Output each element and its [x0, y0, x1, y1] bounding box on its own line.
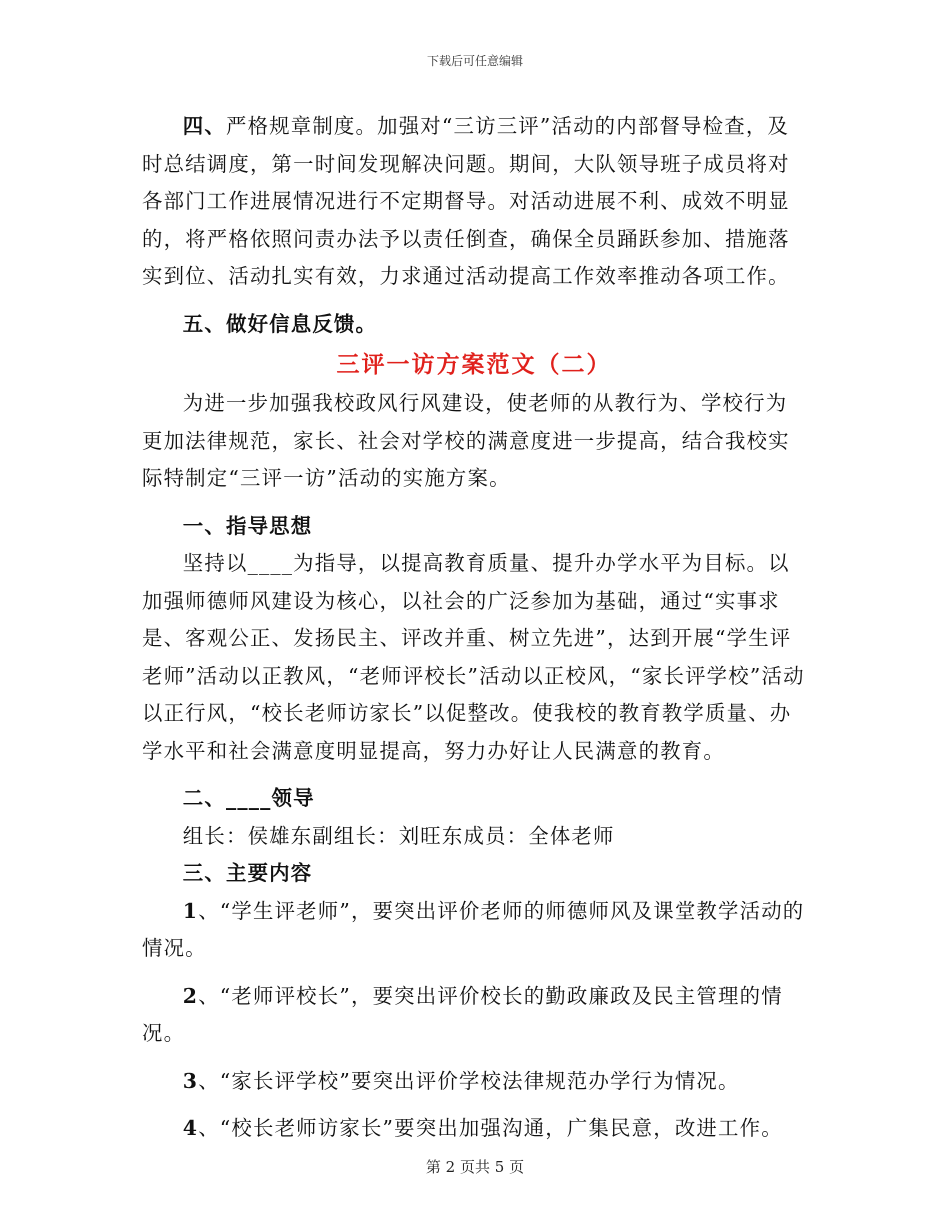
guiding-thought-paragraph: 坚持以____为指导，以提高教育质量、提升办学水平为目标。以加强师德师风建设为核心，以社会的广泛参加为基础，通过“实事求是、客观公正、发扬民主、评改并重、树立先进”，达到开展“学生评老师”活动以正教风，“老师评校长”活动以正校风，“家长评学校”活动以正行风，“校长老师访家长”以促整改。使我校的教育教学质量、办学水平和社会满意度明显提高，努力办好让人民满意的教育。 [142, 551, 805, 763]
list-text: 、“老师评校长”，要突出评价校长的勤政廉政及民主管理的情况。 [142, 983, 783, 1045]
heading-main-content: 三、主要内容 [182, 861, 313, 885]
list-number: 4 [182, 1116, 199, 1140]
section-5-heading: 五、做好信息反馈。 [182, 311, 378, 336]
document-body [142, 108, 806, 1148]
list-text: 、“学生评老师”，要突出评价老师的师德师风及课堂教学活动的情况。 [142, 898, 805, 960]
list-number: 3 [182, 1068, 199, 1093]
page-footer: 第 2 页共 5 页 [425, 1158, 525, 1176]
list-number: 2 [182, 983, 199, 1008]
list-item-1 [142, 893, 806, 968]
list-item-3 [142, 1063, 806, 1101]
intro-paragraph: 为进一步加强我校政风行风建设，使老师的从教行为、学校行为更加法律规范，家长、社会对学校的满意度进一步提高，结合我校实际特制定“三评一访”活动的实施方案。 [142, 391, 790, 490]
list-item-4 [142, 1110, 806, 1148]
heading-guiding-thought: 一、指导思想 [182, 513, 313, 538]
section-4-paragraph [142, 108, 806, 296]
page-header: 下载后可任意编辑 [426, 54, 523, 68]
heading-leadership: 二、____领导 [182, 786, 315, 810]
list-text: 、“家长评学校”要突出评价学校法律规范办学行为情况。 [198, 1068, 740, 1093]
section-4-number: 四、 [182, 114, 226, 138]
section-4-text: 严格规章制度。加强对“三访三评”活动的内部督导检查，及时总结调度，第一时间发现解决问题。期间，大队领导班子成员将对各部门工作进展情况进行不定期督导。对活动进展不利、成效不明显的，将严格依照问责办法予以责任倒查，确保全员踊跃参加、措施落实到位、活动扎实有效，力求通过活动提高工作效率推动各项工作。 [142, 114, 790, 288]
document-title: 三评一访方案范文（二） [336, 351, 612, 378]
leadership-paragraph: 组长：侯雄东副组长：刘旺东成员：全体老师 [182, 823, 615, 848]
list-number: 1 [182, 898, 199, 923]
list-item-2 [142, 978, 806, 1053]
list-text: 、“校长老师访家长”要突出加强沟通，广集民意，改进工作。 [198, 1116, 783, 1140]
